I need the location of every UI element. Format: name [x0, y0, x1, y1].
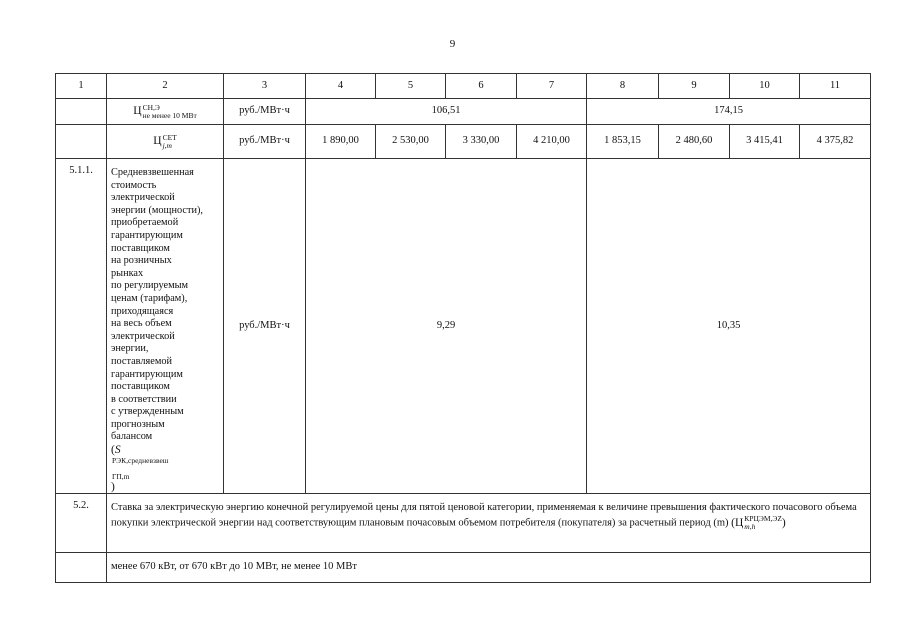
header-cell: 7 [517, 74, 587, 99]
value-cell: 9,29 [306, 159, 587, 494]
indicator-symbol: ЦСН,Э не менее 10 МВт [107, 99, 224, 125]
section-description: Ставка за электрическую энергию конечной регулируемой цены для пятой ценовой категории, применяемая к величине превышения фактического почасового объема покупки электрической энергии над соответствующим плановым почасовым объемом потребителя (покупателя) за расчетный период (m) (ЦКРЦЭМ,ЭZ m,h ) [107, 494, 871, 553]
value-cell: 4 210,00 [517, 125, 587, 159]
row-number-cell: 5.2. [56, 494, 107, 553]
row-number-cell [56, 553, 107, 583]
header-cell: 6 [446, 74, 517, 99]
indicator-symbol: (ЦКРЦЭМ,ЭZ m,h ) [731, 514, 786, 532]
value-cell: 10,35 [587, 159, 871, 494]
value-cell: 106,51 [306, 99, 587, 125]
value-cell: 1 853,15 [587, 125, 659, 159]
indicator-name: Средневзвешенная стоимость электрической энергии (мощности), приобретаемой гарантирующим поставщиком на розничных рынках по регулируемым ценам (тарифам), приходящаяся на весь объем электрической энергии, поставляемой гарантирующим поставщиком в соответствии с утвержденным прогнозным балансом (S РЭК,средневзвеш ГП,m ) [107, 159, 224, 494]
table-row [56, 494, 871, 553]
header-cell: 3 [224, 74, 306, 99]
indicator-symbol: ЦСЕТ j,m [107, 125, 224, 159]
table-header-row [56, 74, 871, 99]
page-number: 9 [449, 38, 456, 50]
value-cell: 3 330,00 [446, 125, 517, 159]
header-cell: 1 [56, 74, 107, 99]
table-row [56, 99, 871, 125]
header-cell: 5 [376, 74, 446, 99]
table-row [56, 159, 871, 494]
header-cell: 4 [306, 74, 376, 99]
header-cell: 8 [587, 74, 659, 99]
header-cell: 9 [659, 74, 730, 99]
table-row [56, 125, 871, 159]
value-cell: 2 480,60 [659, 125, 730, 159]
indicator-symbol: (S РЭК,средневзвеш ГП,m ) [111, 444, 169, 493]
row-number-cell [56, 99, 107, 125]
unit-cell: руб./МВт·ч [224, 125, 306, 159]
value-cell: 3 415,41 [730, 125, 800, 159]
row-number-cell: 5.1.1. [56, 159, 107, 494]
subsection-label: менее 670 кВт, от 670 кВт до 10 МВт, не менее 10 МВт [107, 553, 871, 583]
unit-cell: руб./МВт·ч [224, 99, 306, 125]
tariff-table [55, 73, 871, 583]
value-cell: 2 530,00 [376, 125, 446, 159]
row-number-cell [56, 125, 107, 159]
value-cell: 174,15 [587, 99, 871, 125]
value-cell: 4 375,82 [800, 125, 871, 159]
header-cell: 2 [107, 74, 224, 99]
table-row [56, 553, 871, 583]
value-cell: 1 890,00 [306, 125, 376, 159]
header-cell: 10 [730, 74, 800, 99]
unit-cell: руб./МВт·ч [224, 159, 306, 494]
header-cell: 11 [800, 74, 871, 99]
